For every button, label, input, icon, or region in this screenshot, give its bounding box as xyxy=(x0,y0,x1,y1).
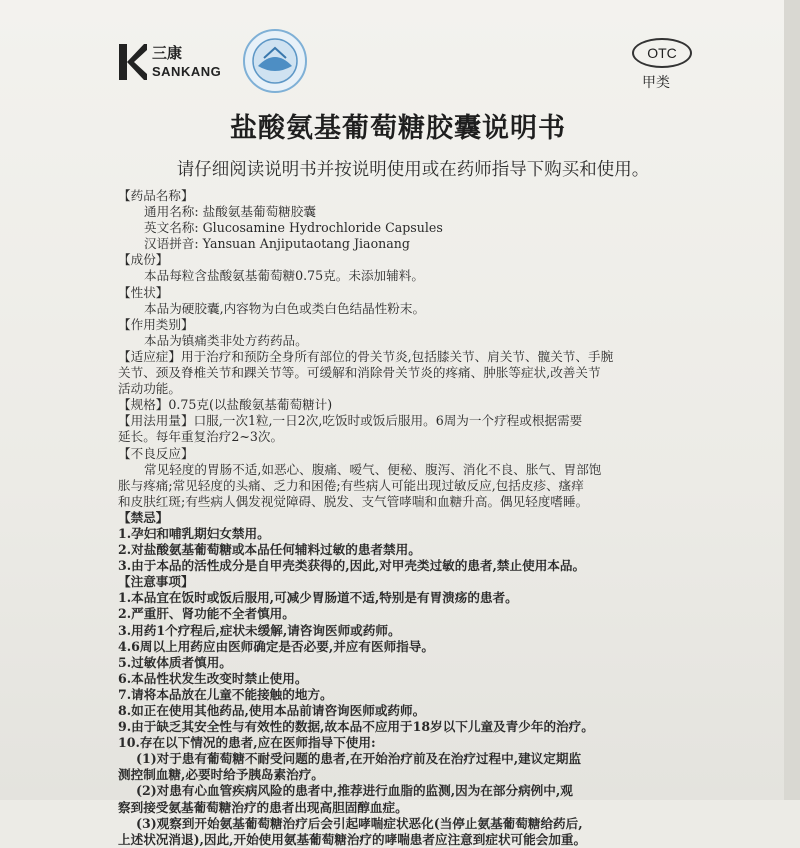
caution-item: 4.6周以上用药应由医师确定是否必要,并应有医师指导。 xyxy=(118,638,434,654)
caution-item: 8.如正在使用其他药品,使用本品前请咨询医师或药师。 xyxy=(118,703,426,718)
caution-subitem: (1)对于患有葡萄糖不耐受问题的患者,在开始治疗前及在治疗过程中,建议定期监 xyxy=(136,751,582,767)
adverse-text: 常见轻度的胃肠不适,如恶心、腹痛、嗳气、便秘、腹泻、消化不良、胀气、胃部饱 xyxy=(144,461,602,477)
contraindication-item: 1.孕妇和哺乳期妇女禁用。 xyxy=(118,525,270,541)
brand-logo xyxy=(118,42,228,84)
section-heading-adverse: 【不良反应】 xyxy=(118,445,194,461)
caution-item: 9.由于缺乏其安全性与有效性的数据,故本品不应用于18岁以下儿童及青少年的治疗。 xyxy=(118,719,594,735)
caution-subitem: (3)观察到开始氨基葡萄糖治疗后会引起哮喘症状恶化(当停止氨基葡萄糖给药后, xyxy=(136,815,583,831)
section-heading-contraindications: 【禁忌】 xyxy=(118,509,169,525)
logo-k-icon xyxy=(118,42,148,82)
caution-subitem: 测控制血糖,必要时给予胰岛素治疗。 xyxy=(118,767,324,783)
contraindication-item: 3.由于本品的活性成分是自甲壳类获得的,因此,对甲壳类过敏的患者,禁止使用本品。 xyxy=(118,558,586,574)
dosage-text: 【用法用量】口服,一次1粒,一日2次,吃饭时或饭后服用。6周为一个疗程或根据需要 xyxy=(118,413,583,429)
insert-body xyxy=(118,188,718,848)
adverse-text: 胀与疼痛;常见轻度的头痛、乏力和困倦;有些病人可能出现过敏反应,包括皮疹、瘙痒 xyxy=(118,477,584,493)
brand-name-cn: 三康 xyxy=(152,44,183,62)
document-title: 盐酸氨基葡萄糖胶囊说明书 xyxy=(230,113,566,144)
english-name: 英文名称: Glucosamine Hydrochloride Capsules xyxy=(144,220,443,236)
page-edge xyxy=(784,0,800,800)
caution-item: 3.用药1个疗程后,症状未缓解,请咨询医师或药师。 xyxy=(118,622,401,638)
indication-text: 【适应症】用于治疗和预防全身所有部位的骨关节炎,包括膝关节、肩关节、髋关节、手腕 xyxy=(118,348,614,364)
generic-name: 通用名称: 盐酸氨基葡萄糖胶囊 xyxy=(144,204,316,220)
section-heading-appearance: 【性状】 xyxy=(118,284,169,300)
caution-item: 10.存在以下情况的患者,应在医师指导下使用: xyxy=(118,735,376,751)
contraindication-item: 2.对盐酸氨基葡萄糖或本品任何辅料过敏的患者禁用。 xyxy=(118,542,421,558)
caution-subitem: 上述状况消退),因此,开始使用氨基葡萄糖治疗的哮喘患者应注意到症状可能会加重。 xyxy=(118,831,587,847)
company-emblem-icon xyxy=(242,28,308,94)
brand-name-en: SANKANG xyxy=(152,64,222,79)
composition-text: 本品每粒含盐酸氨基葡萄糖0.75克。未添加辅料。 xyxy=(144,268,424,284)
otc-class-label: 甲类 xyxy=(642,75,670,91)
caution-item: 7.请将本品放在儿童不能接触的地方。 xyxy=(118,686,333,702)
caution-item: 5.过敏体质者慎用。 xyxy=(118,654,232,670)
section-heading-cautions: 【注意事项】 xyxy=(118,574,194,590)
category-text: 本品为镇痛类非处方药药品。 xyxy=(144,332,308,348)
pinyin-name: 汉语拼音: Yansuan Anjiputaotang Jiaonang xyxy=(144,236,410,252)
specification-text: 【规格】0.75克(以盐酸氨基葡萄糖计) xyxy=(118,397,333,413)
indication-text: 活动功能。 xyxy=(118,381,181,397)
section-heading-name: 【药品名称】 xyxy=(118,188,194,203)
caution-item: 2.严重肝、肾功能不全者慎用。 xyxy=(118,606,295,622)
indication-text: 关节、颈及脊椎关节和踝关节等。可缓解和消除骨关节炎的疼痛、肿胀等症状,改善关节 xyxy=(118,365,601,381)
dosage-text: 延长。每年重复治疗2~3次。 xyxy=(118,429,284,445)
caution-subitem: (2)对患有心血管疾病风险的患者中,推荐进行血脂的监测,因为在部分病例中,观 xyxy=(136,783,573,799)
caution-subitem: 察到接受氨基葡萄糖治疗的患者出现高胆固醇血症。 xyxy=(118,799,408,815)
caution-item: 6.本品性状发生改变时禁止使用。 xyxy=(118,670,308,686)
section-heading-composition: 【成份】 xyxy=(118,252,169,268)
otc-badge: OTC xyxy=(632,38,692,68)
section-heading-category: 【作用类别】 xyxy=(118,316,194,332)
caution-item: 1.本品宜在饭时或饭后服用,可减少胃肠道不适,特别是有胃溃疡的患者。 xyxy=(118,590,518,606)
document-subtitle: 请仔细阅读说明书并按说明使用或在药师指导下购买和使用。 xyxy=(176,160,650,180)
appearance-text: 本品为硬胶囊,内容物为白色或类白色结晶性粉末。 xyxy=(144,300,426,316)
adverse-text: 和皮肤红斑;有些病人偶发视觉障碍、脱发、支气管哮喘和血糖升高。偶见轻度嗜睡。 xyxy=(118,493,589,509)
